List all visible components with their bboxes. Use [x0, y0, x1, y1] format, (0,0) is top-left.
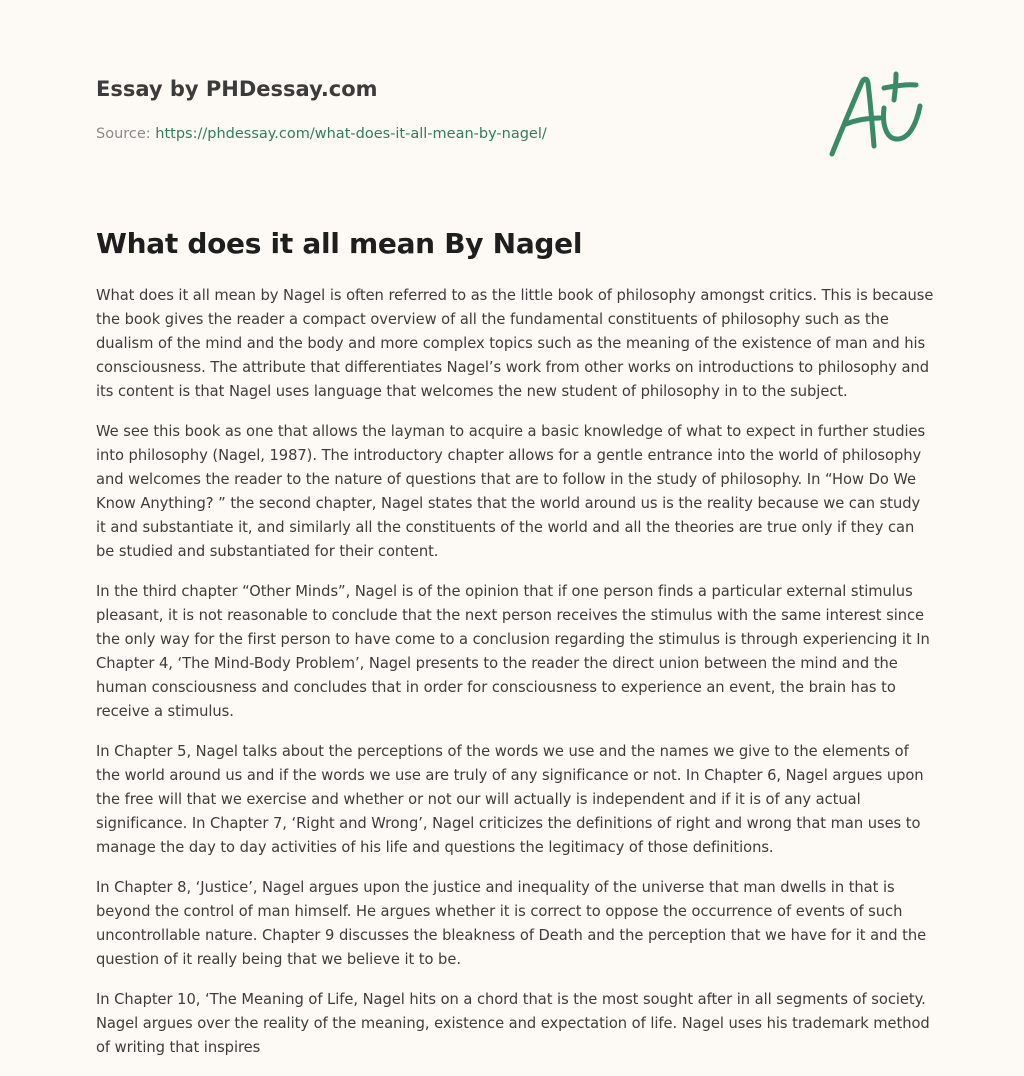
a-plus-logo-icon	[824, 68, 928, 160]
essay-paragraph: In Chapter 8, ‘Justice’, Nagel argues upon the justice and inequality of the universe that man dwells in that is beyond the control of man himself. He argues whether it is correct to oppose the occurrence of events of such uncontrollable nature. Chapter 9 discusses the bleakness of Death and the perception that we have for it and the question of it really being that we believe it to be.	[96, 879, 927, 968]
source-line	[96, 124, 928, 144]
essay-title: What does it all mean By Nagel	[96, 227, 583, 260]
essay-paragraph: In Chapter 5, Nagel talks about the perceptions of the words we use and the names we give to the elements of the world around us and if the words we use are truly of any significance or not. In Chapter 6, Nagel argues upon the free will that we exercise and whether or not our will actually is independent and if it is of any actual significance. In Chapter 7, ‘Right and Wrong’, Nagel criticizes the definitions of right and wrong that man uses to manage the day to day activities of his life and questions the legitimacy of those definitions.	[96, 743, 924, 856]
essay-paragraph: We see this book as one that allows the layman to acquire a basic knowledge of what to expect in further studies into philosophy (Nagel, 1987). The introductory chapter allows for a gentle entrance into the world of philosophy and welcomes the reader to the nature of questions that are to follow in the study of philosophy. In “How Do We Know Anything? ” the second chapter, Nagel states that the world around us is the reality because we can study it and substantiate it, and similarly all the constituents of the world and all the theories are true only if they can be studied and substantiated for their content.	[96, 423, 926, 560]
source-label: Source:	[96, 126, 151, 142]
source-link[interactable]: https://phdessay.com/what-does-it-all-mean-by-nagel/	[155, 126, 547, 142]
essay-paragraph: What does it all mean by Nagel is often referred to as the little book of philosophy amongst critics. This is because the book gives the reader a compact overview of all the fundamental constituents of philosophy such as the dualism of the mind and the body and more complex topics such as the meaning of the existence of man and his consciousness. The attribute that differentiates Nagel’s work from other works on introductions to philosophy and its content is that Nagel uses language that welcomes the new student of philosophy in to the subject.	[96, 287, 934, 400]
essay-paragraph: In Chapter 10, ‘The Meaning of Life, Nagel hits on a chord that is the most sought after in all segments of society. Nagel argues over the reality of the meaning, existence and expectation of life. Nagel uses his trademark method of writing that inspires	[96, 991, 930, 1056]
page-header	[96, 74, 928, 174]
site-brand: Essay by PHDessay.com	[96, 77, 378, 101]
essay-paragraph: In the third chapter “Other Minds”, Nagel is of the opinion that if one person finds a particular external stimulus pleasant, it is not reasonable to conclude that the next person receives the stimulus with the same interest since the only way for the first person to have come to a conclusion regarding the stimulus is through experiencing it In Chapter 4, ‘The Mind-Body Problem’, Nagel presents to the reader the direct union between the mind and the human consciousness and concludes that in order for consciousness to experience an event, the brain has to receive a stimulus.	[96, 583, 930, 720]
essay-body	[96, 284, 934, 1076]
